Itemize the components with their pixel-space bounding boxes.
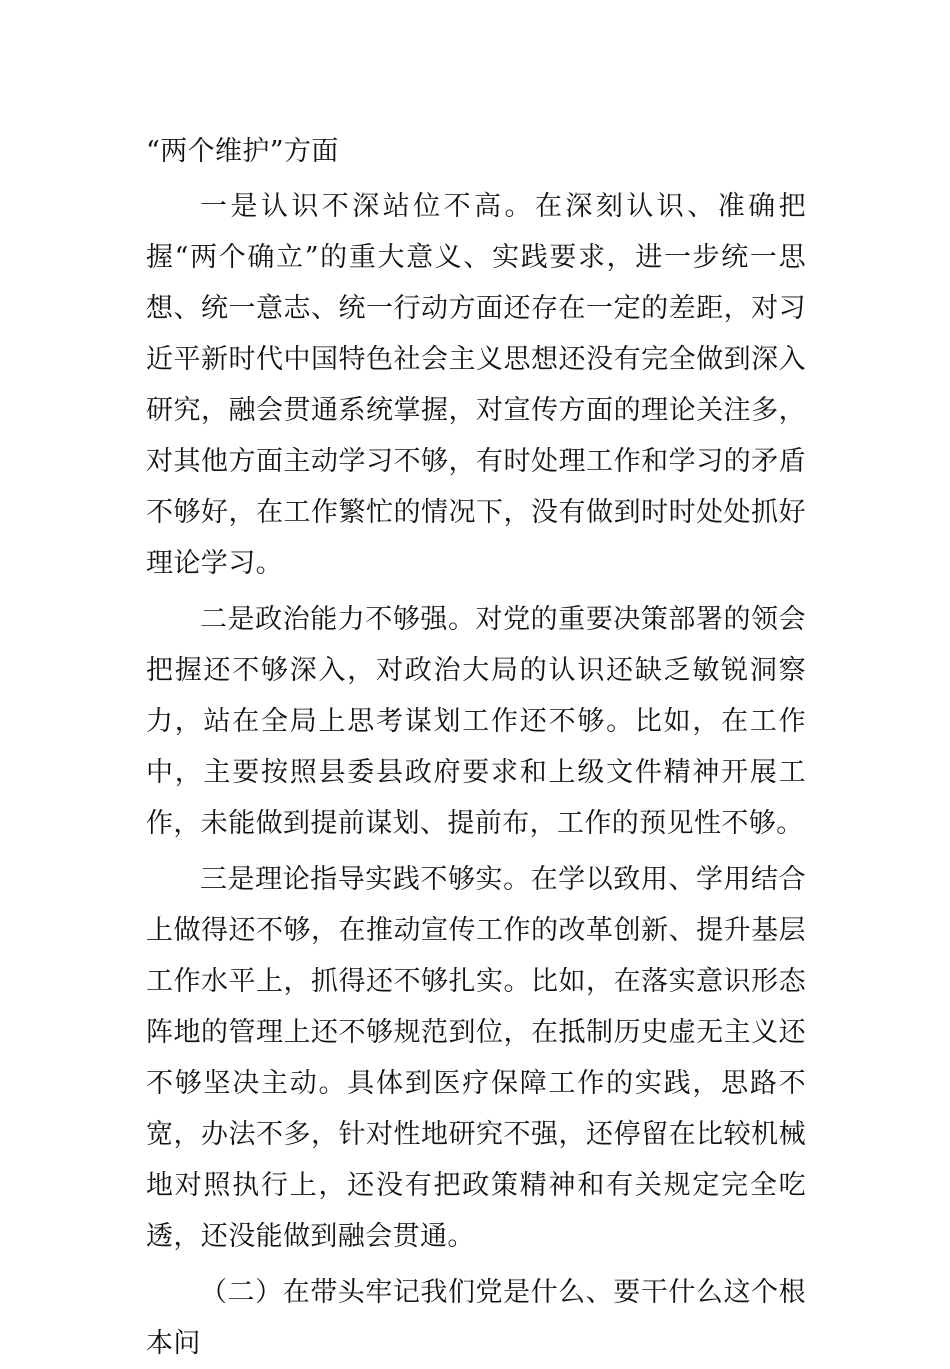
section-heading: “两个维护”方面 <box>146 136 339 167</box>
document-body <box>146 126 806 1369</box>
paragraph-2: 二是政治能力不够强。对党的重要决策部署的领会把握还不够深入，对政治大局的认识还缺乏敏锐洞察力，站在全局上思考谋划工作还不够。比如，在工作中，主要按照县委县政府要求和上级文件精神开展工作，未能做到提前谋划、提前布，工作的预见性不够。 <box>146 604 806 839</box>
paragraph-4: （二）在带头牢记我们党是什么、要干什么这个根本问 <box>146 1277 806 1359</box>
paragraph-1: 一是认识不深站位不高。在深刻认识、准确把握“两个确立”的重大意义、实践要求，进一步统一思想、统一意志、统一行动方面还存在一定的差距，对习近平新时代中国特色社会主义思想还没有完全做到深入研究，融会贯通系统掌握，对宣传方面的理论关注多，对其他方面主动学习不够，有时处理工作和学习的矛盾不够好，在工作繁忙的情况下，没有做到时时处处抓好理论学习。 <box>146 191 806 579</box>
paragraph-3: 三是理论指导实践不够实。在学以致用、学用结合上做得还不够，在推动宣传工作的改革创新、提升基层工作水平上，抓得还不够扎实。比如，在落实意识形态阵地的管理上还不够规范到位，在抵制历史虚无主义还不够坚决主动。具体到医疗保障工作的实践，思路不宽，办法不多，针对性地研究不强，还停留在比较机械地对照执行上，还没有把政策精神和有关规定完全吃透，还没能做到融会贯通。 <box>146 864 806 1252</box>
